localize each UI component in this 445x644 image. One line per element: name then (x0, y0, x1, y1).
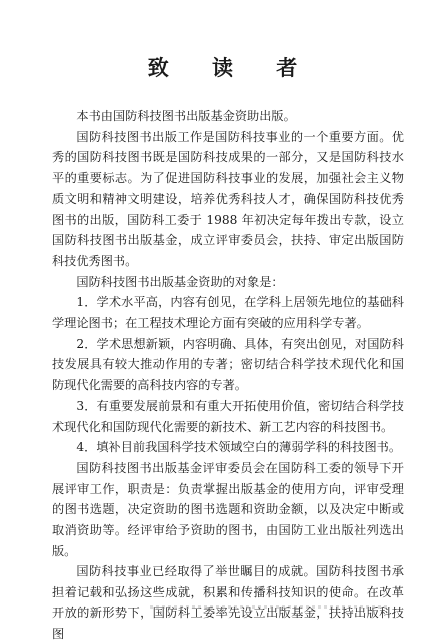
page-title: 致 读 者 (147, 55, 316, 80)
paragraph: 国防科技事业已经取得了举世瞩目的成就。国防科技图书承担着记载和弘扬这些成就，积累和传播科技知识的使命。在改革开放的新形势下，国防科工委率先设立出版基金，扶持出版科技图 (52, 564, 404, 641)
paragraph: 国防科技图书出版工作是国防科技事业的一个重要方面。优秀的国防科技图书既是国防科技成果的一部分，又是国防科技水平的重要标志。为了促进国防科技事业的发展，加强社会主义物质文明和精神文明建设，培养优秀科技人才，确保国防科技优秀图书的出版，国防科工委于 1988 年初决定每年拨出专款，设立国防科技图书出版基金，成立评审委员会，扶持、审定出版国防科技优秀图书。 (52, 129, 404, 268)
paragraph: 国防科技图书出版基金评审委员会在国防科工委的领导下开展评审工作，职责是：负责掌握出版基金的使用方向，评审受理的图书选题，决定资助的图书选题和资助金额，以及决定中断或取消资助等。经评审给予资助的图书，由国防工业出版社列选出版。 (52, 460, 404, 558)
paragraph: 4．填补目前我国科学技术领域空白的薄弱学科的科技图书。 (76, 440, 402, 455)
paragraph: 国防科技图书出版基金资助的对象是： (76, 274, 284, 289)
body-text (52, 106, 404, 644)
paragraph: 3．有重要发展前景和有重大开拓使用价值，密切结合科学技术现代化和国防现代化需要的新技术、新工艺内容的科技图书。 (52, 398, 404, 434)
paragraph: 本书由国防科技图书出版基金资助出版。 (76, 109, 296, 123)
paragraph: 2．学术思想新颖，内容明确、具体，有突出创见，对国防科技发展具有较大推动作用的专著；密切结合科学技术现代化和国防现代化需要的高科技内容的专著。 (52, 336, 404, 393)
scan-artifact (150, 605, 390, 609)
paragraph: 1．学术水平高，内容有创见，在学科上居领先地位的基础科学理论图书；在工程技术理论方面有突破的应用科学专著。 (52, 295, 404, 331)
